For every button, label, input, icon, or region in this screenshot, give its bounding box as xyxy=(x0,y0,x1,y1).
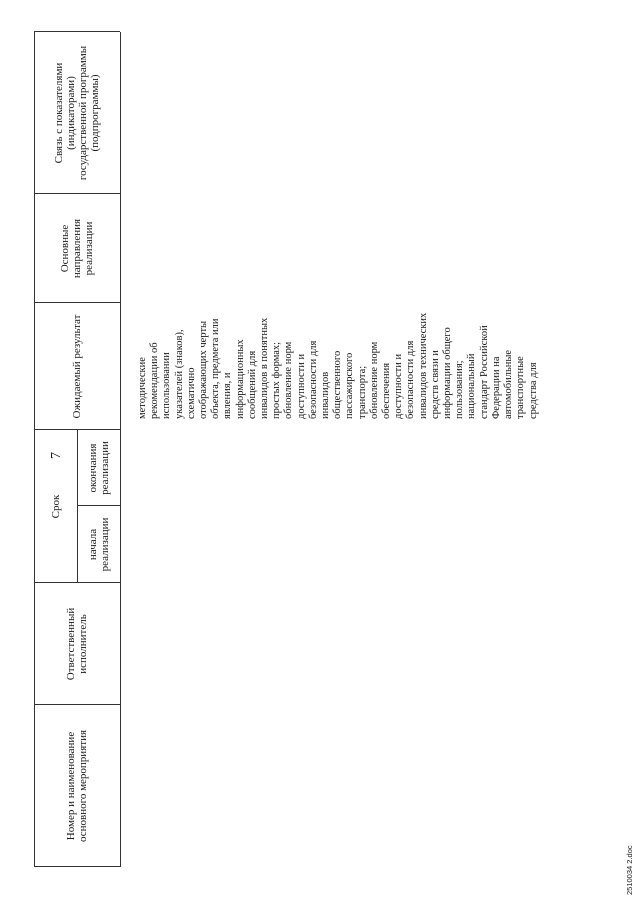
result-line: Федерации на xyxy=(490,356,502,419)
result-line: безопасности для xyxy=(307,340,319,419)
result-line: автомобильные xyxy=(503,349,515,419)
result-line: рекомендации об xyxy=(149,342,161,419)
header-executor: Ответственный исполнитель xyxy=(65,607,89,681)
result-line: информации общего xyxy=(442,327,454,419)
result-line: явления, и xyxy=(222,372,234,419)
result-line: стандарт Российской xyxy=(478,325,490,419)
result-line: средства для xyxy=(527,362,539,419)
result-line: схематично xyxy=(185,367,197,419)
header-main-directions: Основные направления реализации xyxy=(59,218,95,279)
result-line: использовании xyxy=(161,352,173,419)
result-line: указателей (знаков), xyxy=(173,329,185,419)
result-line: общественного xyxy=(332,350,344,419)
document-id: 2510034 2.doc xyxy=(625,845,634,895)
result-line: инвалидов технических xyxy=(417,312,429,419)
header-expected-result: Ожидаемый результат xyxy=(71,314,83,419)
result-line: обеспечения xyxy=(381,362,393,419)
result-line: безопасности для xyxy=(405,340,417,419)
result-line: средств связи и xyxy=(429,350,441,419)
page-number: 7 xyxy=(49,452,64,459)
result-line: обновление норм xyxy=(283,341,295,419)
result-line: сообщений для xyxy=(246,350,258,419)
header-measure-name: Номер и наименование основного мероприятия xyxy=(65,729,89,843)
result-line: простых формах; xyxy=(271,341,283,419)
header-term-start: начала реализации xyxy=(86,517,111,572)
result-line: отображающих черты xyxy=(198,320,210,419)
result-line: инвалидов xyxy=(320,371,332,419)
result-line: доступности и xyxy=(393,353,405,419)
header-indicators-link: Связь с показателями (индикаторами) государственной программы (подпрограммы) xyxy=(53,45,101,181)
result-line: обновление норм xyxy=(368,341,380,419)
result-line: пассажирского xyxy=(344,352,356,419)
result-line: пользования; xyxy=(454,360,466,419)
result-line: методические xyxy=(137,357,148,419)
result-line: информационных xyxy=(234,339,246,419)
result-line: доступности и xyxy=(295,353,307,419)
result-line: национальный xyxy=(466,353,478,419)
result-line: инвалидов в понятных xyxy=(259,317,271,419)
result-line: транспортные xyxy=(515,356,527,419)
result-line: транспорта; xyxy=(356,365,368,419)
header-term-end: окончания реализации xyxy=(86,441,111,495)
table-header-bottom-border xyxy=(120,32,121,867)
result-line: объекта, предмета или xyxy=(210,318,222,419)
header-term: Срок xyxy=(49,494,62,519)
expected-result-text xyxy=(137,313,540,419)
